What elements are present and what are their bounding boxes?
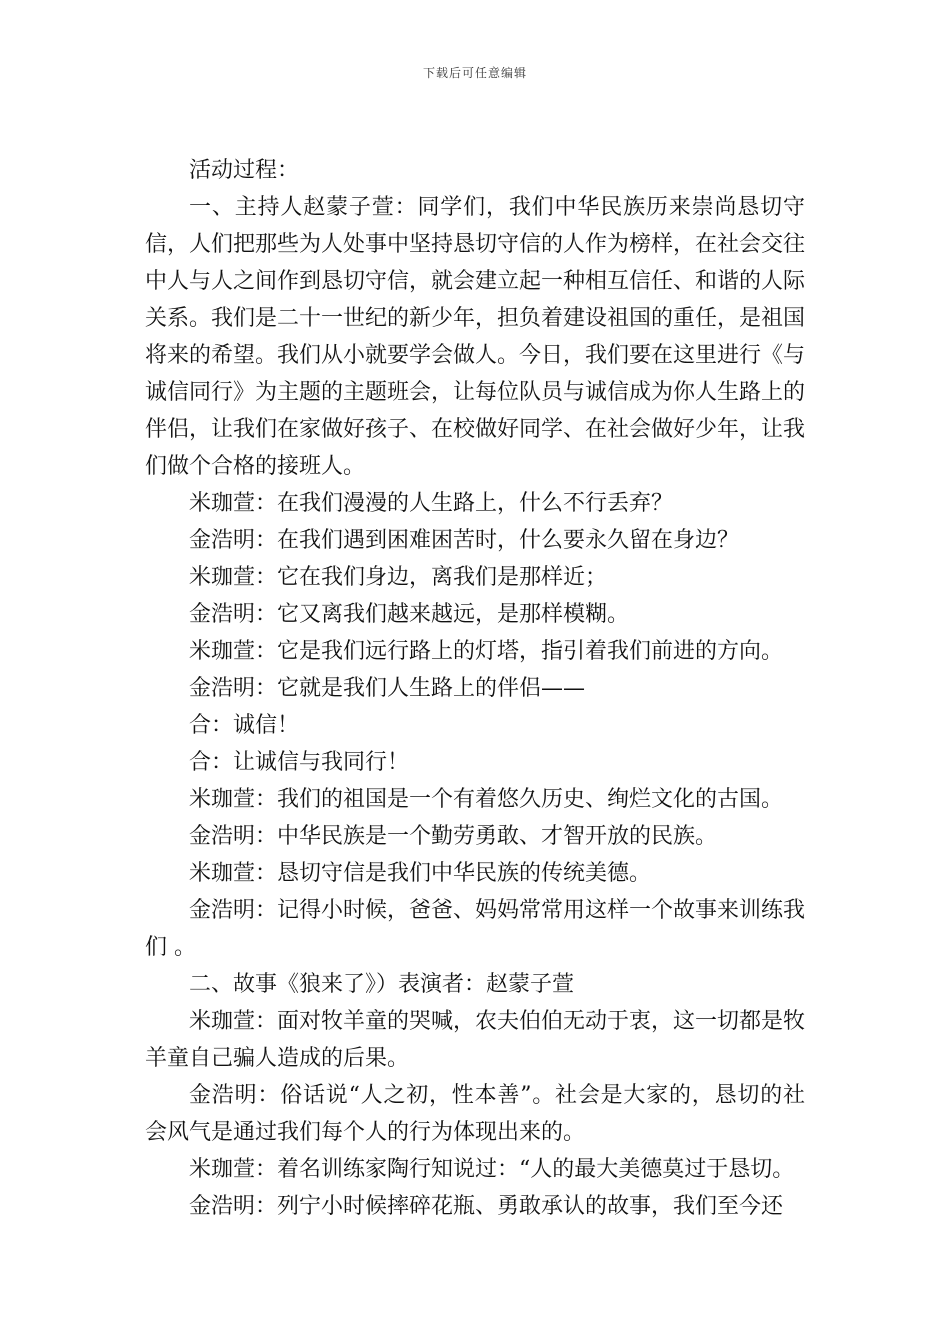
dialogue-line: 米珈萱：我们的祖国是一个有着悠久历史、绚烂文化的古国。 (189, 787, 784, 812)
dialogue-line: 合：让诚信与我同行！ (189, 750, 410, 775)
dialogue-line: 金浩明：俗话说“人之初，性本善”。社会是大家的，恳切的社会风气是通过我们每个人的行为体现出来的。 (145, 1083, 805, 1145)
dialogue-line: 金浩明：它就是我们人生路上的伴侣—— (189, 676, 586, 701)
dialogue-line: 金浩明：列宁小时候摔碎花瓶、勇敢承认的故事，我们至今还 (189, 1194, 784, 1219)
dialogue-line: 金浩明：中华民族是一个勤劳勇敢、才智开放的民族。 (189, 824, 718, 849)
document-body (145, 152, 805, 1225)
dialogue-line: 米珈萱：它是我们远行路上的灯塔，指引着我们前进的方向。 (189, 639, 784, 664)
dialogue-line: 金浩明：它又离我们越来越远，是那样模糊。 (189, 602, 630, 627)
page-header: 下载后可任意编辑 (422, 66, 527, 80)
dialogue-line: 金浩明：在我们遇到困难困苦时，什么要永久留在身边？ (189, 528, 740, 553)
dialogue-line: 米珈萱：在我们漫漫的人生路上，什么不行丢弃？ (189, 491, 674, 516)
dialogue-line: 金浩明：记得小时候，爸爸、妈妈常常用这样一个故事来训练我们 。 (145, 898, 806, 960)
dialogue-line: 米珈萱：着名训练家陶行知说过：“人的最大美德莫过于恳切。 (189, 1157, 795, 1182)
section-heading-story: 二、故事《狼来了》）表演者：赵蒙子萱 (189, 972, 575, 997)
dialogue-line: 米珈萱：恳切守信是我们中华民族的传统美德。 (189, 861, 652, 886)
dialogue-line: 合：诚信！ (189, 713, 300, 738)
dialogue-line: 米珈萱：面对牧羊童的哭喊，农夫伯伯无动于衷，这一切都是牧羊童自己骗人造成的后果。 (145, 1009, 806, 1071)
paragraph-host-intro: 一、主持人赵蒙子萱：同学们，我们中华民族历来崇尚恳切守信，人们把那些为人处事中坚持恳切守信的人作为榜样，在社会交往中人与人之间作到恳切守信，就会建立起一种相互信任、和谐的人际关系。我们是二十一世纪的新少年，担负着建设祖国的重任，是祖国将来的希望。我们从小就要学会做人。今日，我们要在这里进行《与诚信同行》为主题的主题班会，让每位队员与诚信成为你人生路上的伴侣，让我们在家做好孩子、在校做好同学、在社会做好少年，让我们做个合格的接班人。 (145, 195, 806, 479)
dialogue-line: 米珈萱：它在我们身边，离我们是那样近； (189, 565, 608, 590)
paragraph-activity-process: 活动过程： (189, 158, 300, 183)
